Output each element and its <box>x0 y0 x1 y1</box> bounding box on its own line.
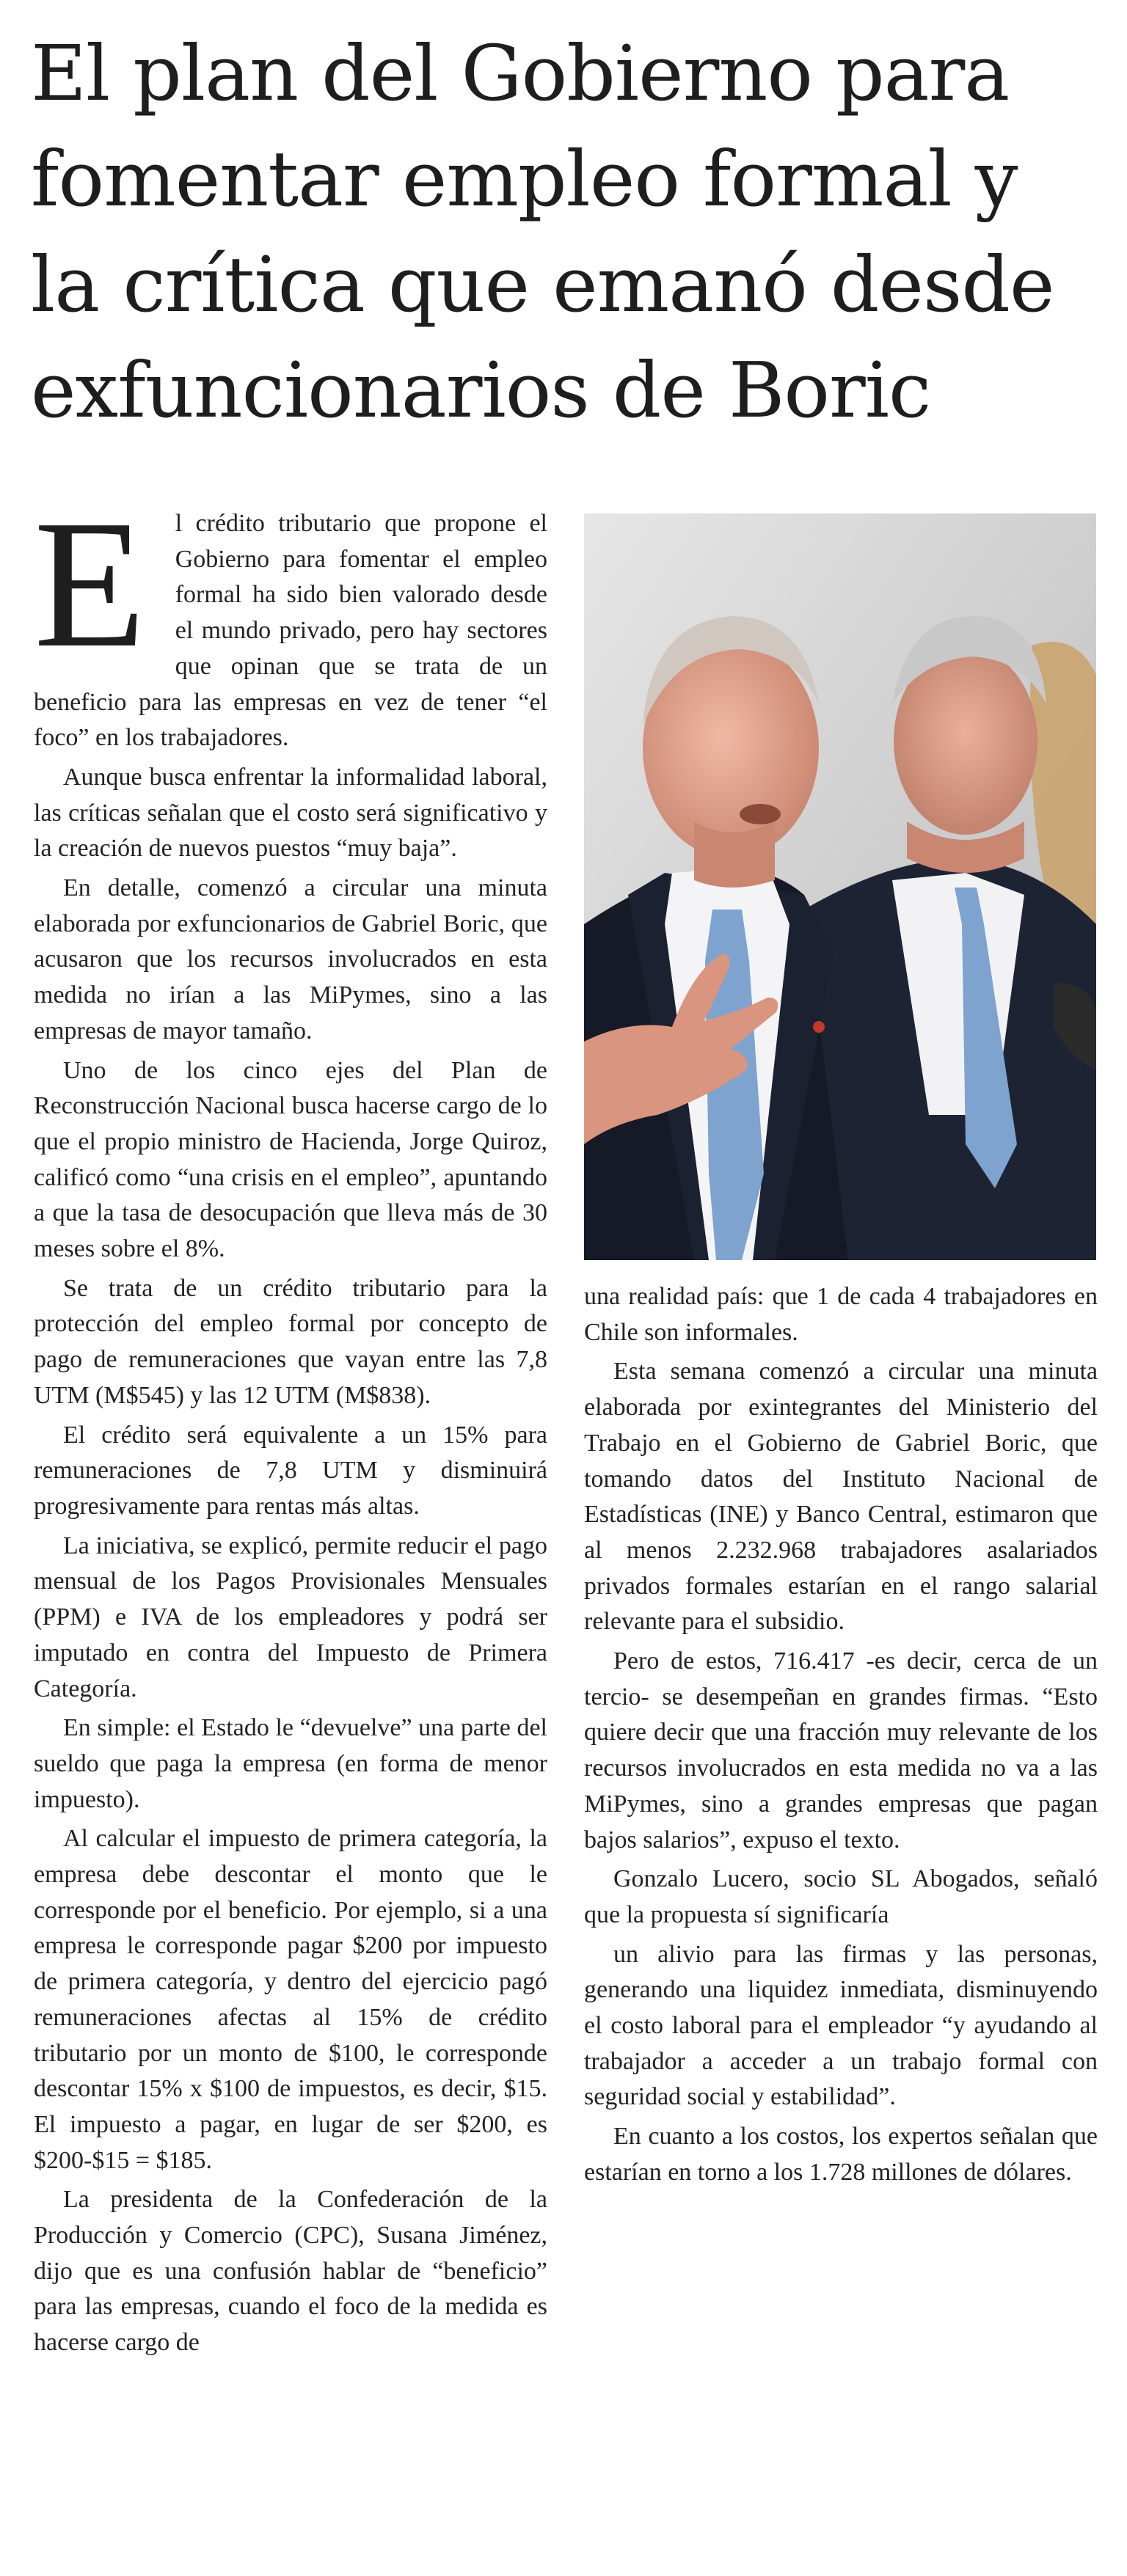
paragraph-9: Al calcular el impuesto de primera categoría, la empresa debe descontar el monto que le corresponde por el beneficio. Por ejemplo, si a una empresa le corresponde pagar $200 por impuesto de primera categoría, y dentro del ejercicio pagó remuneraciones afectas al 15% de crédito tributario por un monto de $100, le corresponde descontar 15% x $100 de impuestos, es decir, $15. El impuesto a pagar, en lugar de ser $200, es $200-$15 = $185. <box>34 1825 547 2174</box>
photo-illustration <box>584 513 1096 1260</box>
headline: El plan del Gobierno para fomentar empleo formal y la crítica que emanó desde exfuncionarios de Boric <box>31 29 1054 435</box>
article-photo <box>584 513 1096 1260</box>
paragraph-16: En cuanto a los costos, los expertos señalan que estarían en torno a los 1.728 millones de dólares. <box>584 2123 1098 2186</box>
paragraph-5: Se trata de un crédito tributario para la protección del empleo formal por concepto de pago de remuneraciones que vayan entre las 7,8 UTM (M$545) y las 12 UTM (M$838). <box>34 1274 547 1409</box>
lapel-pin <box>813 1021 825 1033</box>
paragraph-2: Aunque busca enfrentar la informalidad laboral, las críticas señalan que el costo será significativo y la creación de nuevos puestos “muy baja”. <box>34 763 547 863</box>
paragraph-11: una realidad país: que 1 de cada 4 trabajadores en Chile son informales. <box>584 1283 1098 1346</box>
paragraph-14: Gonzalo Lucero, socio SL Abogados, señaló que la propuesta sí significaría <box>584 1865 1098 1928</box>
paragraph-4: Uno de los cinco ejes del Plan de Reconstrucción Nacional busca hacerse cargo de lo que el propio ministro de Hacienda, Jorge Quiroz, calificó como “una crisis en el empleo”, apuntando a que la tasa de desocupación que lleva más de 30 meses sobre el 8%. <box>34 1056 547 1263</box>
paragraph-1: l crédito tributario que propone el Gobierno para fomentar el empleo formal ha sido bien valorado desde el mundo privado, pero hay sectores que opinan que se trata de un beneficio para las empresas en vez de tener “el foco” en los trabajadores. <box>34 510 547 752</box>
paragraph-8: En simple: el Estado le “devuelve” una parte del sueldo que paga la empresa (en forma de menor impuesto). <box>34 1714 547 1813</box>
left-column <box>34 483 547 2365</box>
paragraph-15: un alivio para las firmas y las personas, generando una liquidez inmediata, disminuyendo el costo laboral para el empleador “y ayudando al trabajador a acceder a un trabajo formal con seguridad social y estabilidad”. <box>584 1940 1098 2111</box>
paragraph-13: Pero de estos, 716.417 -es decir, cerca de un tercio- se desempeñan en grandes firmas. “Esto quiere decir que una fracción muy relevante de los recursos involucrados en esta medida no va a las MiPymes, sino a grandes empresas que pagan bajos salarios”, expuso el texto. <box>584 1647 1098 1854</box>
paragraph-7: La iniciativa, se explicó, permite reducir el pago mensual de los Pagos Provisionales Mensuales (PPM) e IVA de los empleadores y podrá ser imputado en contra del Impuesto de Primera Categoría. <box>34 1532 547 1702</box>
paragraph-3: En detalle, comenzó a circular una minuta elaborada por exfuncionarios de Gabriel Boric, que acusaron que los recursos involucrados en esta medida no irían a las MiPymes, sino a las empresas de mayor tamaño. <box>34 874 547 1044</box>
front-man-mouth <box>740 804 781 824</box>
right-column <box>584 1279 1098 2195</box>
paragraph-10: La presidenta de la Confederación de la Producción y Comercio (CPC), Susana Jiménez, dijo que es una confusión hablar de “beneficio” para las empresas, cuando el foco de la medida es hacerse cargo de <box>34 2186 547 2357</box>
drop-cap: E <box>34 483 146 686</box>
paragraph-12: Esta semana comenzó a circular una minuta elaborada por exintegrantes del Ministerio del Trabajo en el Gobierno de Gabriel Boric, que tomando datos del Instituto Nacional de Estadísticas (INE) y Banco Central, estimaron que al menos 2.232.968 trabajadores asalariados privados formales estarían en el rango salarial relevante para el subsidio. <box>584 1358 1098 1636</box>
paragraph-6: El crédito será equivalente a un 15% para remuneraciones de 7,8 UTM y disminuirá progresivamente para rentas más altas. <box>34 1421 547 1520</box>
